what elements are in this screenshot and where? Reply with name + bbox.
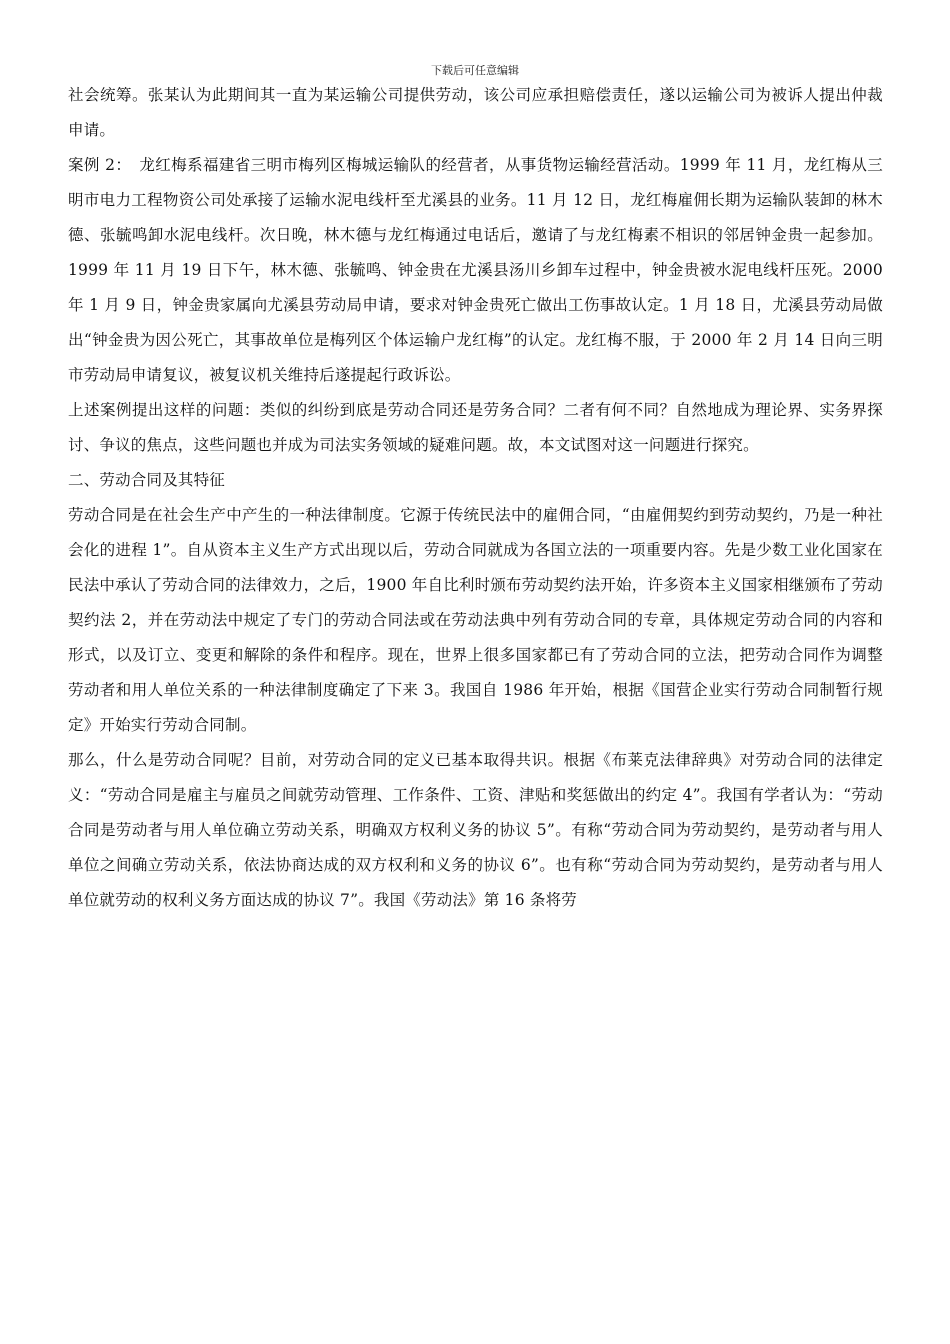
document-body (68, 78, 883, 918)
paragraph: 劳动合同是在社会生产中产生的一种法律制度。它源于传统民法中的雇佣合同，“由雇佣契约到劳动契约，乃是一种社会化的进程 1”。自从资本主义生产方式出现以后，劳动合同就成为各国立法的一项重要内容。先是少数工业化国家在民法中承认了劳动合同的法律效力，之后，1900 年自比利时颁布劳动契约法开始，许多资本主义国家相继颁布了劳动契约法 2，并在劳动法中规定了专门的劳动合同法或在劳动法典中列有劳动合同的专章，具体规定劳动合同的内容和形式，以及订立、变更和解除的条件和程序。现在，世界上很多国家都已有了劳动合同的立法，把劳动合同作为调整劳动者和用人单位关系的一种法律制度确定了下来 3。我国自 1986 年开始，根据《国营企业实行劳动合同制暂行规定》开始实行劳动合同制。 (68, 506, 883, 734)
paragraph-case-2: 案例 2： 龙红梅系福建省三明市梅列区梅城运输队的经营者，从事货物运输经营活动。1999 年 11 月，龙红梅从三明市电力工程物资公司处承接了运输水泥电线杆至尤溪县的业务。11 月 12 日，龙红梅雇佣长期为运输队装卸的林木德、张毓鸣卸水泥电线杆。次日晚，林木德与龙红梅通过电话后，邀请了与龙红梅素不相识的邻居钟金贵一起参加。1999 年 11 月 19 日下午，林木德、张毓鸣、钟金贵在尤溪县汤川乡卸车过程中，钟金贵被水泥电线杆压死。2000 年 1 月 9 日，钟金贵家属向尤溪县劳动局申请，要求对钟金贵死亡做出工伤事故认定。1 月 18 日，尤溪县劳动局做出“钟金贵为因公死亡，其事故单位是梅列区个体运输户龙红梅”的认定。龙红梅不服，于 2000 年 2 月 14 日向三明市劳动局申请复议，被复议机关维持后遂提起行政诉讼。 (68, 156, 883, 384)
paragraph: 那么，什么是劳动合同呢？目前，对劳动合同的定义已基本取得共识。根据《布莱克法律辞典》对劳动合同的法律定义：“劳动合同是雇主与雇员之间就劳动管理、工作条件、工资、津贴和奖惩做出的约定 4”。我国有学者认为：“劳动合同是劳动者与用人单位确立劳动关系，明确双方权利义务的协议 5”。有称“劳动合同为劳动契约，是劳动者与用人单位之间确立劳动关系，依法协商达成的双方权利和义务的协议 6”。也有称“劳动合同为劳动契约，是劳动者与用人单位就劳动的权利义务方面达成的协议 7”。我国《劳动法》第 16 条将劳 (68, 751, 883, 909)
paragraph: 社会统筹。张某认为此期间其一直为某运输公司提供劳动，该公司应承担赔偿责任，遂以运输公司为被诉人提出仲裁申请。 (68, 86, 883, 139)
paragraph: 上述案例提出这样的问题：类似的纠纷到底是劳动合同还是劳务合同？二者有何不同？自然地成为理论界、实务界探讨、争议的焦点，这些问题也并成为司法实务领域的疑难问题。故，本文试图对这一问题进行探究。 (68, 401, 883, 454)
section-heading: 二、劳动合同及其特征 (68, 471, 226, 489)
page-header-note: 下载后可任意编辑 (431, 64, 519, 77)
